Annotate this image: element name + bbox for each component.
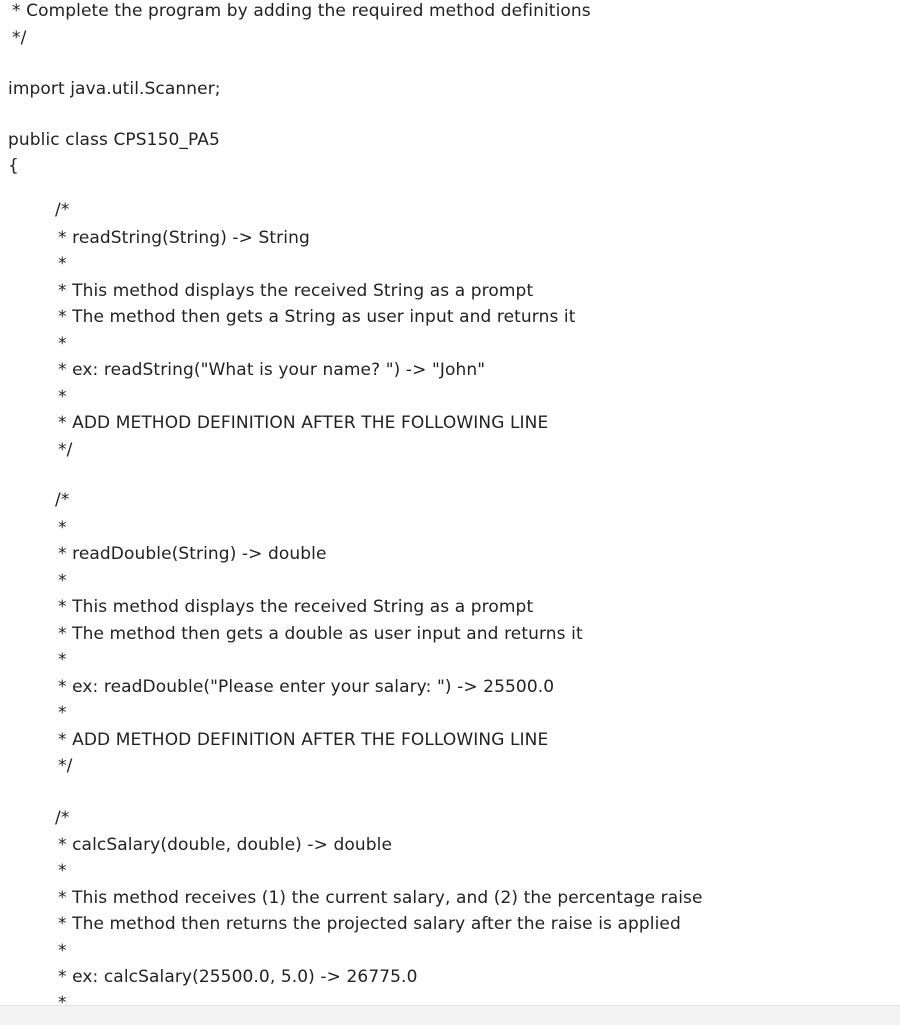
comment-line: * This method receives (1) the current salary, and (2) the percentage raise [58,888,703,908]
comment-line: * This method displays the received String as a prompt [58,597,534,617]
comment-line: * ex: readString("What is your name? ") -> "John" [58,360,486,380]
comment-line: * Complete the program by adding the required method definitions [12,1,591,21]
comment-line: * ex: calcSalary(25500.0, 5.0) -> 26775.0 [58,967,418,987]
comment-line: * [58,571,67,591]
comment-line: * [58,387,67,407]
comment-line: * ADD METHOD DEFINITION AFTER THE FOLLOWING LINE [58,730,549,750]
comment-line: * [58,941,67,961]
comment-line: * [58,993,67,1004]
comment-line: /* [55,200,70,220]
comment-line: * [58,518,67,538]
comment-line: * The method then gets a double as user input and returns it [58,624,583,644]
import-statement: import java.util.Scanner; [8,79,221,99]
comment-line: * readString(String) -> String [58,228,310,248]
comment-line: /* [55,808,70,828]
comment-line: */ [58,440,73,460]
comment-line: * [58,861,67,881]
comment-line: * [58,650,67,670]
comment-line: * ADD METHOD DEFINITION AFTER THE FOLLOWING LINE [58,413,549,433]
bottom-bar [0,1005,900,1025]
comment-line: * [58,703,67,723]
class-declaration: public class CPS150_PA5 [8,130,220,150]
comment-line: * ex: readDouble("Please enter your salary: ") -> 25500.0 [58,677,555,697]
comment-line: * The method then gets a String as user input and returns it [58,307,576,327]
comment-line: * readDouble(String) -> double [58,544,327,564]
open-brace: { [8,156,19,176]
comment-line: /* [55,490,70,510]
comment-line: * This method displays the received String as a prompt [58,281,534,301]
comment-line: * [58,334,67,354]
comment-line: * The method then returns the projected salary after the raise is applied [58,914,681,934]
comment-line: */ [12,28,27,48]
comment-line: * [58,254,67,274]
comment-line: */ [58,756,73,776]
comment-line: * calcSalary(double, double) -> double [58,835,393,855]
